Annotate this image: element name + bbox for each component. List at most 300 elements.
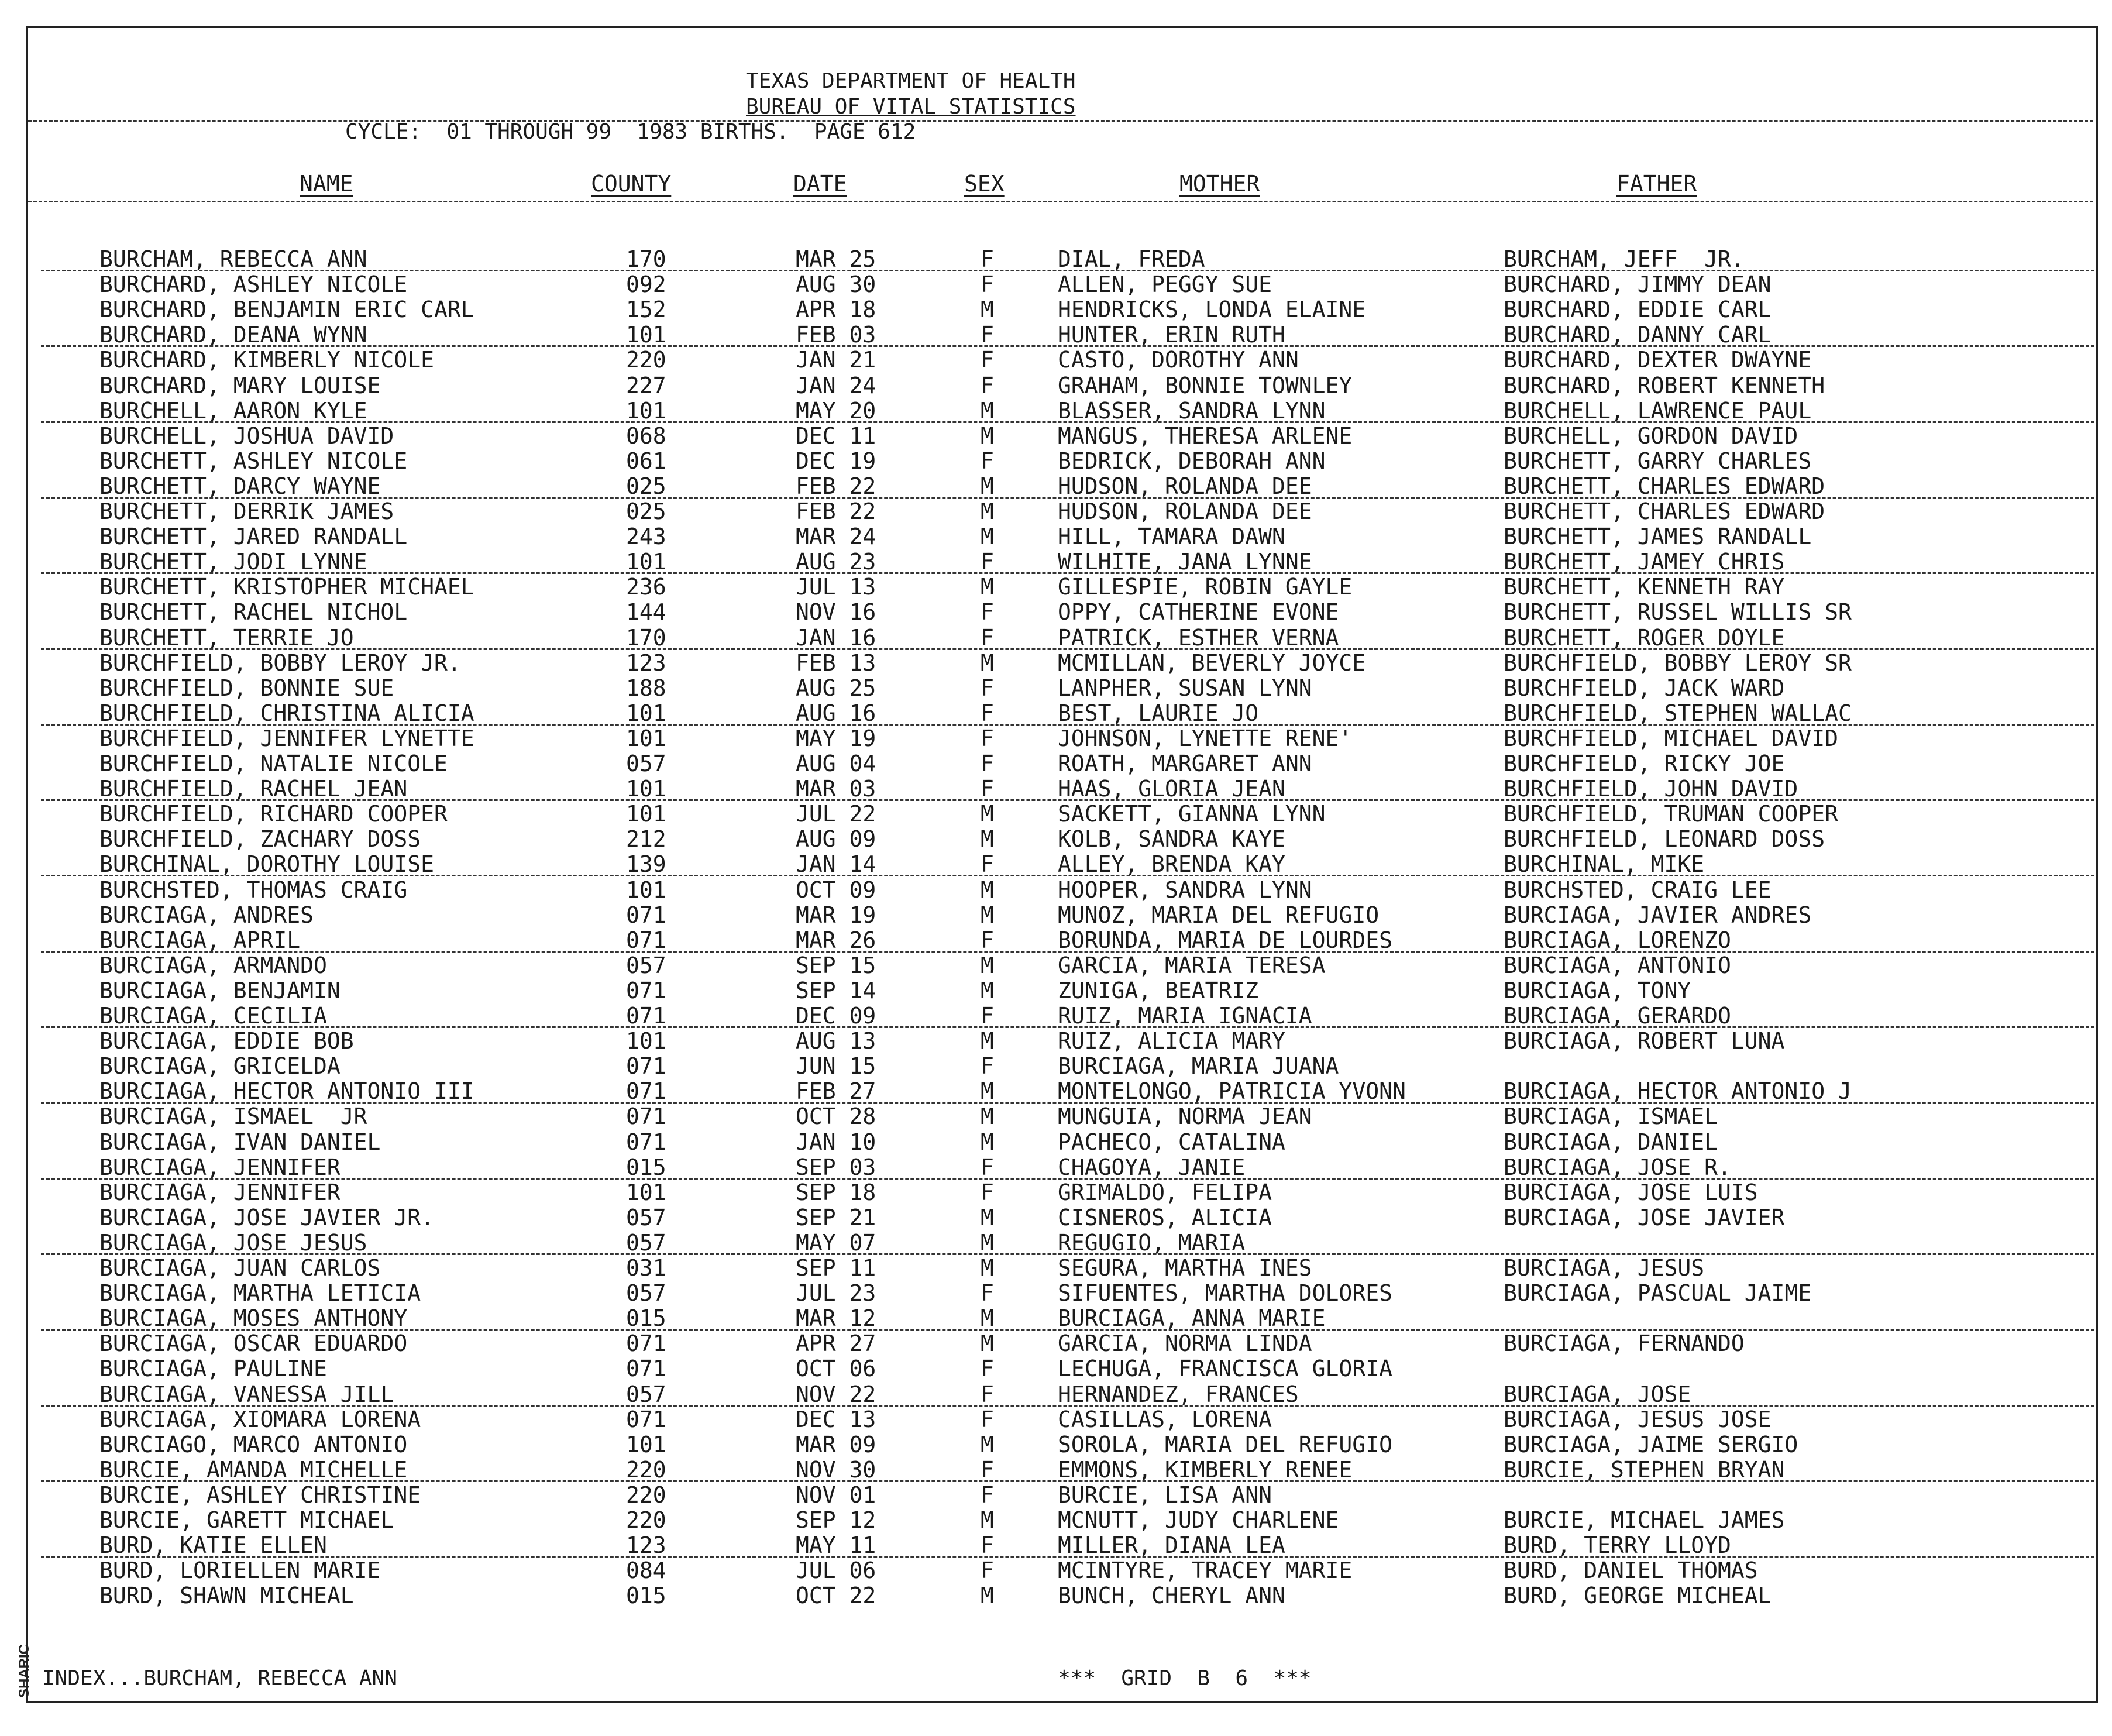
cell-father: BURCIAGA, FERNANDO (1504, 1331, 1745, 1357)
column-header-sex: SEX (964, 171, 1005, 197)
cell-name: BURCHFIELD, RICHARD COOPER (99, 801, 448, 827)
header-rule-top (28, 120, 2093, 122)
cell-date: JAN 16 (796, 624, 876, 651)
cell-date: NOV 30 (796, 1456, 876, 1483)
cell-date: MAR 09 (796, 1431, 876, 1457)
table-row (0, 1130, 2112, 1155)
table-row (0, 322, 2112, 348)
cell-name: BURCIAGA, JOSE JESUS (99, 1229, 367, 1256)
cell-name: BURCHETT, DARCY WAYNE (99, 473, 381, 499)
cell-county: 015 (626, 1583, 666, 1609)
cell-mother: BORUNDA, MARIA DE LOURDES (1058, 927, 1392, 953)
cell-date: JAN 21 (796, 347, 876, 373)
cell-mother: HUDSON, ROLANDA DEE (1058, 499, 1312, 524)
cell-county: 243 (626, 524, 666, 550)
cell-sex: M (981, 649, 994, 676)
cell-date: FEB 22 (796, 499, 876, 524)
cell-county: 015 (626, 1154, 666, 1180)
cell-sex: F (981, 1558, 994, 1584)
cell-name: BURCIAGA, JENNIFER (99, 1179, 340, 1205)
cell-name: BURCHELL, AARON KYLE (99, 397, 367, 424)
cell-father: BURCHETT, KENNETH RAY (1504, 574, 1785, 600)
cell-father: BURD, GEORGE MICHEAL (1504, 1583, 1772, 1609)
cell-date: MAR 12 (796, 1305, 876, 1332)
cell-date: APR 18 (796, 297, 876, 323)
cell-sex: F (981, 1003, 994, 1029)
cell-name: BURCHFIELD, BOBBY LEROY JR. (99, 649, 461, 676)
cell-county: 057 (626, 751, 666, 776)
cell-sex: M (981, 422, 994, 449)
cell-name: BURCIAGA, VANESSA JILL (99, 1381, 394, 1407)
table-row (0, 1180, 2112, 1205)
cell-father: BURD, DANIEL THOMAS (1504, 1558, 1758, 1584)
cell-county: 144 (626, 599, 666, 625)
cell-sex: M (981, 801, 994, 827)
cell-mother: SOROLA, MARIA DEL REFUGIO (1058, 1431, 1392, 1457)
cell-date: OCT 09 (796, 876, 876, 903)
cell-county: 139 (626, 851, 666, 878)
cell-mother: BUNCH, CHERYL ANN (1058, 1583, 1285, 1609)
cell-sex: F (981, 246, 994, 272)
cell-father: BURCIAGA, JOSE (1504, 1381, 1691, 1407)
table-row (0, 878, 2112, 903)
table-row (0, 827, 2112, 852)
cell-sex: M (981, 397, 994, 424)
cell-date: MAR 19 (796, 902, 876, 928)
cell-name: BURCIAGA, JOSE JAVIER JR. (99, 1204, 434, 1230)
cell-sex: M (981, 826, 994, 852)
cell-date: JAN 24 (796, 372, 876, 398)
cell-sex: F (981, 549, 994, 575)
cell-sex: M (981, 1305, 994, 1332)
cell-county: 057 (626, 1381, 666, 1407)
cell-mother: SIFUENTES, MARTHA DOLORES (1058, 1280, 1392, 1307)
cell-sex: M (981, 1431, 994, 1457)
cell-father: BURCIAGA, JESUS (1504, 1255, 1705, 1281)
header-department: TEXAS DEPARTMENT OF HEALTH (746, 69, 1076, 93)
table-row (0, 600, 2112, 625)
cell-father: BURCHFIELD, TRUMAN COOPER (1504, 801, 1838, 827)
cell-date: SEP 21 (796, 1204, 876, 1230)
cell-father: BURCHETT, GARRY CHARLES (1504, 448, 1812, 474)
cell-name: BURCIE, GARETT MICHAEL (99, 1507, 394, 1533)
cell-date: MAY 19 (796, 725, 876, 751)
cell-mother: RUIZ, MARIA IGNACIA (1058, 1003, 1312, 1029)
cell-name: BURCIAGA, PAULINE (99, 1356, 327, 1382)
cell-sex: F (981, 1532, 994, 1559)
cell-sex: M (981, 1255, 994, 1281)
cell-sex: M (981, 574, 994, 600)
cell-mother: WILHITE, JANA LYNNE (1058, 549, 1312, 575)
cell-county: 071 (626, 1406, 666, 1432)
cell-sex: F (981, 700, 994, 726)
table-row (0, 1407, 2112, 1432)
table-row (0, 499, 2112, 524)
cell-date: NOV 01 (796, 1481, 876, 1508)
cell-county: 061 (626, 448, 666, 474)
cell-date: JUL 22 (796, 801, 876, 827)
cell-mother: BLASSER, SANDRA LYNN (1058, 397, 1326, 424)
header-bureau: BUREAU OF VITAL STATISTICS (746, 95, 1076, 119)
table-row (0, 903, 2112, 928)
table-row (0, 1003, 2112, 1029)
cell-date: FEB 27 (796, 1078, 876, 1105)
cell-mother: ROATH, MARGARET ANN (1058, 751, 1312, 776)
cell-name: BURCHFIELD, JENNIFER LYNETTE (99, 725, 474, 751)
cell-county: 101 (626, 322, 666, 348)
table-row (0, 1281, 2112, 1306)
cell-father: BURCHARD, DEXTER DWAYNE (1504, 347, 1812, 373)
header-cycle: CYCLE: 01 THROUGH 99 1983 BIRTHS. PAGE 612 (345, 120, 916, 144)
table-row (0, 424, 2112, 449)
cell-father: BURCHAM, JEFF JR. (1504, 246, 1745, 272)
cell-father: BURCHETT, RUSSEL WILLIS SR (1504, 599, 1852, 625)
cell-date: AUG 30 (796, 271, 876, 298)
cell-father: BURCIAGA, ISMAEL (1504, 1104, 1718, 1130)
cell-sex: F (981, 1179, 994, 1205)
cell-date: SEP 15 (796, 952, 876, 978)
cell-father: BURCHETT, CHARLES EDWARD (1504, 499, 1825, 524)
cell-county: 101 (626, 1431, 666, 1457)
cell-date: MAR 24 (796, 524, 876, 550)
cell-sex: M (981, 876, 994, 903)
cell-sex: M (981, 473, 994, 499)
cell-date: AUG 13 (796, 1028, 876, 1054)
cell-county: 212 (626, 826, 666, 852)
cell-county: 220 (626, 1507, 666, 1533)
cell-father: BURCIE, STEPHEN BRYAN (1504, 1456, 1785, 1483)
cell-county: 071 (626, 902, 666, 928)
cell-name: BURCHETT, KRISTOPHER MICHAEL (99, 574, 474, 600)
table-row (0, 1079, 2112, 1104)
cell-name: BURCHARD, DEANA WYNN (99, 322, 367, 348)
cell-father: BURCHINAL, MIKE (1504, 851, 1705, 878)
cell-name: BURCHINAL, DOROTHY LOUISE (99, 851, 434, 878)
cell-date: AUG 04 (796, 751, 876, 776)
cell-sex: F (981, 1154, 994, 1180)
cell-date: NOV 22 (796, 1381, 876, 1407)
cell-date: JAN 14 (796, 851, 876, 878)
cell-sex: F (981, 776, 994, 802)
cell-date: AUG 23 (796, 549, 876, 575)
cell-name: BURCHETT, RACHEL NICHOL (99, 599, 408, 625)
cell-name: BURCHFIELD, ZACHARY DOSS (99, 826, 421, 852)
cell-mother: KOLB, SANDRA KAYE (1058, 826, 1285, 852)
cell-date: FEB 03 (796, 322, 876, 348)
cell-father: BURCIAGA, JESUS JOSE (1504, 1406, 1772, 1432)
cell-mother: MUNOZ, MARIA DEL REFUGIO (1058, 902, 1380, 928)
cell-father: BURCHFIELD, JOHN DAVID (1504, 776, 1798, 802)
cell-mother: MCMILLAN, BEVERLY JOYCE (1058, 649, 1366, 676)
cell-mother: HERNANDEZ, FRANCES (1058, 1381, 1299, 1407)
cell-father: BURCIAGA, HECTOR ANTONIO J (1504, 1078, 1852, 1105)
cell-date: OCT 22 (796, 1583, 876, 1609)
cell-sex: F (981, 271, 994, 298)
cell-county: 071 (626, 1003, 666, 1029)
cell-father: BURCIAGA, DANIEL (1504, 1129, 1718, 1155)
cell-county: 220 (626, 1481, 666, 1508)
cell-date: SEP 12 (796, 1507, 876, 1533)
cell-county: 227 (626, 372, 666, 398)
table-row (0, 751, 2112, 776)
cell-name: BURCIAGA, ARMANDO (99, 952, 327, 978)
cell-sex: F (981, 322, 994, 348)
cell-father: BURCIAGA, LORENZO (1504, 927, 1731, 953)
cell-mother: BURCIE, LISA ANN (1058, 1481, 1272, 1508)
cell-father: BURCIAGA, ROBERT LUNA (1504, 1028, 1785, 1054)
cell-sex: M (981, 1583, 994, 1609)
cell-sex: F (981, 1456, 994, 1483)
cell-name: BURCIAGA, BENJAMIN (99, 977, 340, 1003)
cell-date: JUL 23 (796, 1280, 876, 1307)
footer-index: INDEX...BURCHAM, REBECCA ANN (42, 1666, 397, 1690)
cell-county: 092 (626, 271, 666, 298)
table-row (0, 978, 2112, 1003)
table-row (0, 524, 2112, 549)
cell-date: MAR 03 (796, 776, 876, 802)
cell-mother: BEDRICK, DEBORAH ANN (1058, 448, 1326, 474)
cell-date: MAY 11 (796, 1532, 876, 1559)
cell-mother: MILLER, DIANA LEA (1058, 1532, 1285, 1559)
cell-mother: ZUNIGA, BEATRIZ (1058, 977, 1259, 1003)
cell-mother: BURCIAGA, ANNA MARIE (1058, 1305, 1326, 1332)
cell-father: BURCHFIELD, MICHAEL DAVID (1504, 725, 1838, 751)
cell-county: 123 (626, 649, 666, 676)
cell-mother: HOOPER, SANDRA LYNN (1058, 876, 1312, 903)
cell-mother: GRAHAM, BONNIE TOWNLEY (1058, 372, 1353, 398)
cell-mother: OPPY, CATHERINE EVONE (1058, 599, 1339, 625)
cell-mother: REGUGIO, MARIA (1058, 1229, 1246, 1256)
cell-name: BURCHSTED, THOMAS CRAIG (99, 876, 408, 903)
cell-father: BURCHETT, ROGER DOYLE (1504, 624, 1785, 651)
cell-date: DEC 19 (796, 448, 876, 474)
table-row (0, 928, 2112, 953)
table-row (0, 1508, 2112, 1533)
cell-date: JUL 06 (796, 1558, 876, 1584)
column-header-mother: MOTHER (1179, 171, 1260, 197)
cell-father: BURCHSTED, CRAIG LEE (1504, 876, 1772, 903)
cell-name: BURCIE, ASHLEY CHRISTINE (99, 1481, 421, 1508)
cell-name: BURCIAGA, XIOMARA LORENA (99, 1406, 421, 1432)
cell-sex: M (981, 1104, 994, 1130)
table-row (0, 1104, 2112, 1129)
cell-name: BURCHARD, ASHLEY NICOLE (99, 271, 408, 298)
cell-father: BURCIAGA, JAVIER ANDRES (1504, 902, 1812, 928)
cell-sex: F (981, 725, 994, 751)
cell-father: BURCIE, MICHAEL JAMES (1504, 1507, 1785, 1533)
cell-name: BURCHFIELD, NATALIE NICOLE (99, 751, 448, 776)
table-row (0, 1205, 2112, 1230)
cell-mother: PACHECO, CATALINA (1058, 1129, 1285, 1155)
cell-name: BURCIAGA, OSCAR EDUARDO (99, 1331, 408, 1357)
table-row (0, 1230, 2112, 1256)
footer-grid: *** GRID B 6 *** (1058, 1666, 1312, 1690)
table-row (0, 1583, 2112, 1608)
cell-father: BURCIAGA, JOSE R. (1504, 1154, 1731, 1180)
cell-mother: MUNGUIA, NORMA JEAN (1058, 1104, 1312, 1130)
cell-father: BURCHFIELD, JACK WARD (1504, 675, 1785, 701)
cell-date: MAR 26 (796, 927, 876, 953)
cell-mother: BURCIAGA, MARIA JUANA (1058, 1053, 1339, 1080)
cell-county: 101 (626, 700, 666, 726)
cell-name: BURCHARD, KIMBERLY NICOLE (99, 347, 434, 373)
cell-name: BURCIAGA, ISMAEL JR (99, 1104, 367, 1130)
cell-sex: F (981, 1053, 994, 1080)
cell-mother: GARCIA, NORMA LINDA (1058, 1331, 1312, 1357)
cell-mother: JOHNSON, LYNETTE RENE' (1058, 725, 1353, 751)
cell-father: BURCHFIELD, LEONARD DOSS (1504, 826, 1825, 852)
cell-father: BURCIAGA, JOSE LUIS (1504, 1179, 1758, 1205)
cell-date: MAY 07 (796, 1229, 876, 1256)
cell-date: SEP 03 (796, 1154, 876, 1180)
cell-mother: HENDRICKS, LONDA ELAINE (1058, 297, 1366, 323)
cell-mother: ALLEY, BRENDA KAY (1058, 851, 1285, 878)
cell-county: 057 (626, 952, 666, 978)
cell-name: BURCIAGA, JUAN CARLOS (99, 1255, 381, 1281)
cell-mother: LECHUGA, FRANCISCA GLORIA (1058, 1356, 1392, 1382)
cell-sex: F (981, 1406, 994, 1432)
cell-mother: RUIZ, ALICIA MARY (1058, 1028, 1285, 1054)
table-row (0, 474, 2112, 499)
cell-date: AUG 25 (796, 675, 876, 701)
table-row (0, 1256, 2112, 1281)
cell-father: BURCHELL, GORDON DAVID (1504, 422, 1798, 449)
cell-father: BURCHFIELD, RICKY JOE (1504, 751, 1785, 776)
cell-mother: MANGUS, THERESA ARLENE (1058, 422, 1353, 449)
cell-county: 025 (626, 473, 666, 499)
cell-mother: GILLESPIE, ROBIN GAYLE (1058, 574, 1353, 600)
cell-date: FEB 22 (796, 473, 876, 499)
cell-county: 236 (626, 574, 666, 600)
column-header-rule (28, 201, 2093, 202)
cell-sex: F (981, 675, 994, 701)
table-row (0, 852, 2112, 877)
cell-sex: M (981, 1229, 994, 1256)
cell-date: SEP 18 (796, 1179, 876, 1205)
cell-name: BURCHELL, JOSHUA DAVID (99, 422, 394, 449)
cell-sex: F (981, 599, 994, 625)
table-row (0, 398, 2112, 424)
table-row (0, 272, 2112, 297)
cell-sex: M (981, 977, 994, 1003)
cell-name: BURCIAGA, MOSES ANTHONY (99, 1305, 408, 1332)
cell-sex: M (981, 902, 994, 928)
cell-father: BURCIAGA, JOSE JAVIER (1504, 1204, 1785, 1230)
cell-date: SEP 14 (796, 977, 876, 1003)
cell-mother: SEGURA, MARTHA INES (1058, 1255, 1312, 1281)
cell-name: BURD, SHAWN MICHEAL (99, 1583, 354, 1609)
cell-father: BURCHELL, LAWRENCE PAUL (1504, 397, 1812, 424)
cell-father: BURCIAGA, GERARDO (1504, 1003, 1731, 1029)
cell-date: AUG 16 (796, 700, 876, 726)
cell-father: BURD, TERRY LLOYD (1504, 1532, 1731, 1559)
cell-father: BURCHETT, CHARLES EDWARD (1504, 473, 1825, 499)
cell-name: BURCHARD, BENJAMIN ERIC CARL (99, 297, 474, 323)
table-row (0, 575, 2112, 600)
cell-mother: MCNUTT, JUDY CHARLENE (1058, 1507, 1339, 1533)
cell-date: OCT 06 (796, 1356, 876, 1382)
cell-county: 071 (626, 1078, 666, 1105)
cell-sex: M (981, 499, 994, 524)
cell-father: BURCIAGA, JAIME SERGIO (1504, 1431, 1798, 1457)
cell-name: BURCIAGA, GRICELDA (99, 1053, 340, 1080)
cell-county: 101 (626, 1028, 666, 1054)
cell-county: 101 (626, 776, 666, 802)
table-row (0, 1432, 2112, 1457)
cell-sex: M (981, 1078, 994, 1105)
cell-sex: F (981, 851, 994, 878)
table-row (0, 297, 2112, 322)
cell-name: BURCIAGA, IVAN DANIEL (99, 1129, 381, 1155)
cell-county: 101 (626, 876, 666, 903)
table-row (0, 625, 2112, 651)
table-row (0, 953, 2112, 978)
table-row (0, 1558, 2112, 1583)
cell-name: BURCHETT, TERRIE JO (99, 624, 354, 651)
cell-county: 084 (626, 1558, 666, 1584)
table-row (0, 1483, 2112, 1508)
cell-sex: M (981, 1028, 994, 1054)
cell-father: BURCHETT, JAMES RANDALL (1504, 524, 1812, 550)
cell-county: 071 (626, 1053, 666, 1080)
cell-county: 068 (626, 422, 666, 449)
cell-county: 170 (626, 246, 666, 272)
cell-sex: M (981, 524, 994, 550)
cell-county: 031 (626, 1255, 666, 1281)
cell-mother: CISNEROS, ALICIA (1058, 1204, 1272, 1230)
cell-date: MAR 25 (796, 246, 876, 272)
table-row (0, 348, 2112, 373)
table-row (0, 802, 2112, 827)
cell-mother: HAAS, GLORIA JEAN (1058, 776, 1285, 802)
cell-sex: F (981, 927, 994, 953)
cell-father: BURCIAGA, ANTONIO (1504, 952, 1731, 978)
cell-county: 220 (626, 347, 666, 373)
cell-father: BURCIAGA, TONY (1504, 977, 1691, 1003)
cell-father: BURCHARD, EDDIE CARL (1504, 297, 1772, 323)
cell-date: DEC 09 (796, 1003, 876, 1029)
cell-mother: PATRICK, ESTHER VERNA (1058, 624, 1339, 651)
cell-county: 188 (626, 675, 666, 701)
cell-sex: F (981, 1381, 994, 1407)
column-header-county: COUNTY (591, 171, 672, 197)
table-row (0, 1306, 2112, 1331)
cell-name: BURCHETT, JODI LYNNE (99, 549, 367, 575)
cell-mother: GRIMALDO, FELIPA (1058, 1179, 1272, 1205)
cell-mother: CASILLAS, LORENA (1058, 1406, 1272, 1432)
cell-name: BURCIAGA, HECTOR ANTONIO III (99, 1078, 474, 1105)
cell-county: 057 (626, 1280, 666, 1307)
table-row (0, 726, 2112, 751)
table-row (0, 549, 2112, 575)
cell-sex: M (981, 1129, 994, 1155)
cell-sex: M (981, 1507, 994, 1533)
cell-father: BURCHETT, JAMEY CHRIS (1504, 549, 1785, 575)
cell-name: BURD, KATIE ELLEN (99, 1532, 327, 1559)
cell-county: 101 (626, 725, 666, 751)
cell-county: 057 (626, 1229, 666, 1256)
cell-name: BURCHAM, REBECCA ANN (99, 246, 367, 272)
table-row (0, 1533, 2112, 1558)
row-dashed-rule (41, 875, 2094, 876)
cell-name: BURCHETT, JARED RANDALL (99, 524, 408, 550)
cell-father: BURCIAGA, PASCUAL JAIME (1504, 1280, 1812, 1307)
cell-county: 101 (626, 549, 666, 575)
cell-mother: LANPHER, SUSAN LYNN (1058, 675, 1312, 701)
column-header-father: FATHER (1616, 171, 1697, 197)
cell-county: 220 (626, 1456, 666, 1483)
column-header-name: NAME (300, 171, 353, 197)
